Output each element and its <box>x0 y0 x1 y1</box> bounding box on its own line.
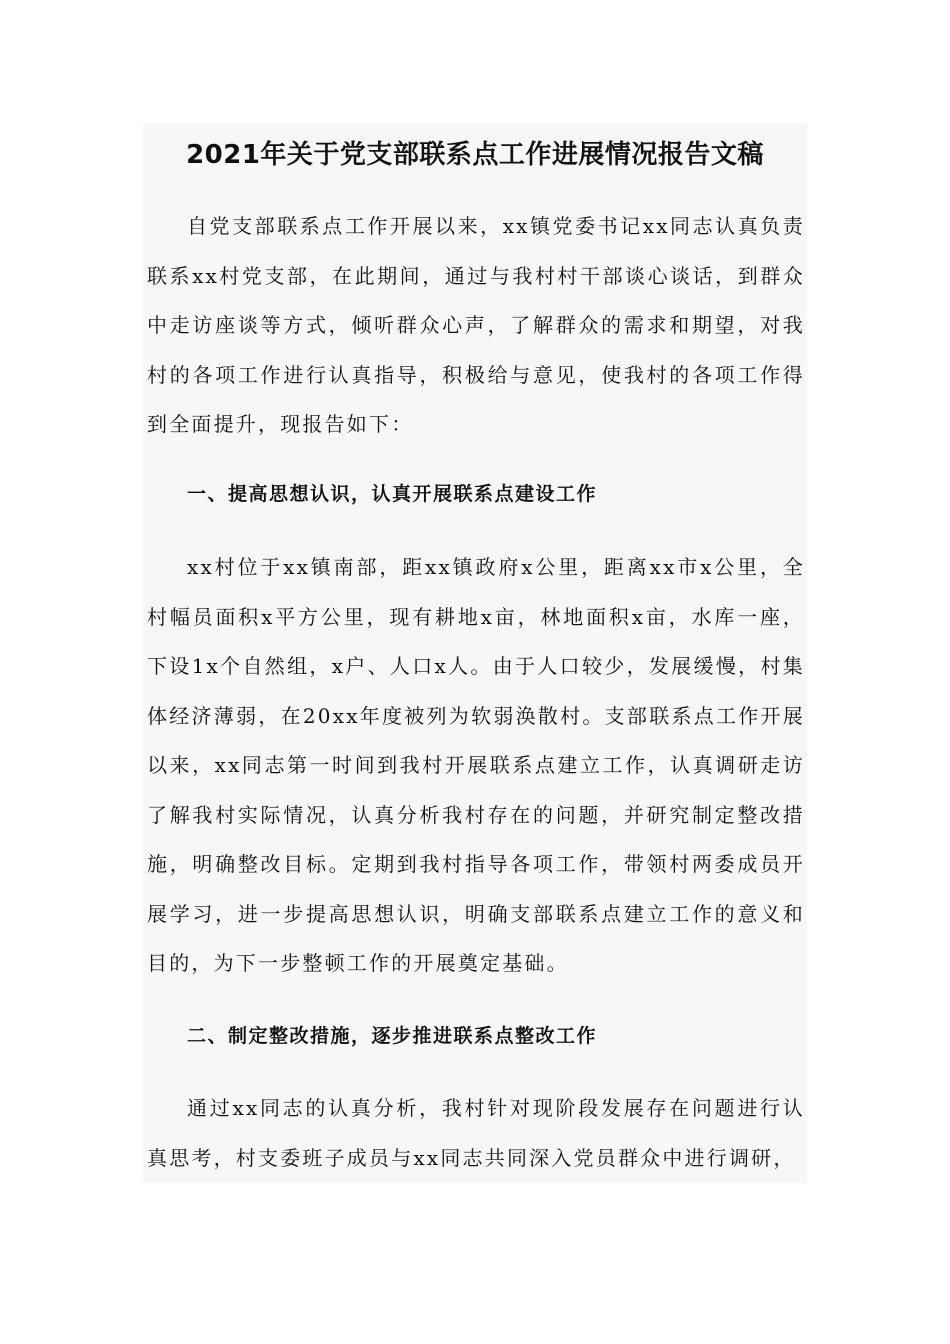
document-title: 2021年关于党支部联系点工作进展情况报告文稿 <box>186 140 764 170</box>
document-page <box>143 123 807 1183</box>
paragraph-intro: 自党支部联系点工作开展以来，xx镇党委书记xx同志认真负责联系xx村党支部，在此期间，通过与我村村干部谈心谈话，到群众中走访座谈等方式，倾听群众心声，了解群众的需求和期望，对我村的各项工作进行认真指导，积极给与意见，使我村的各项工作得到全面提升，现报告如下： <box>147 214 805 436</box>
section-heading-1: 一、提高思想认识，认真开展联系点建设工作 <box>187 483 598 505</box>
paragraph-section-2: 通过xx同志的认真分析，我村针对现阶段发展存在问题进行认真思考，村支委班子成员与xx同志共同深入党员群众中进行调研， <box>147 1096 805 1170</box>
section-heading-2: 二、制定整改措施，逐步推进联系点整改工作 <box>187 1025 598 1047</box>
paragraph-section-1: xx村位于xx镇南部，距xx镇政府x公里，距离xx市x公里，全村幅员面积x平方公里，现有耕地x亩，林地面积x亩，水库一座，下设1x个自然组，x户、人口x人。由于人口较少，发展缓慢，村集体经济薄弱，在20xx年度被列为软弱涣散村。支部联系点工作开展以来，xx同志第一时间到我村开展联系点建立工作，认真调研走访了解我村实际情况，认真分析我村存在的问题，并研究制定整改措施，明确整改目标。定期到我村指导各项工作，带领村两委成员开展学习，进一步提高思想认识，明确支部联系点建立工作的意义和目的，为下一步整顿工作的开展奠定基础。 <box>147 555 805 975</box>
